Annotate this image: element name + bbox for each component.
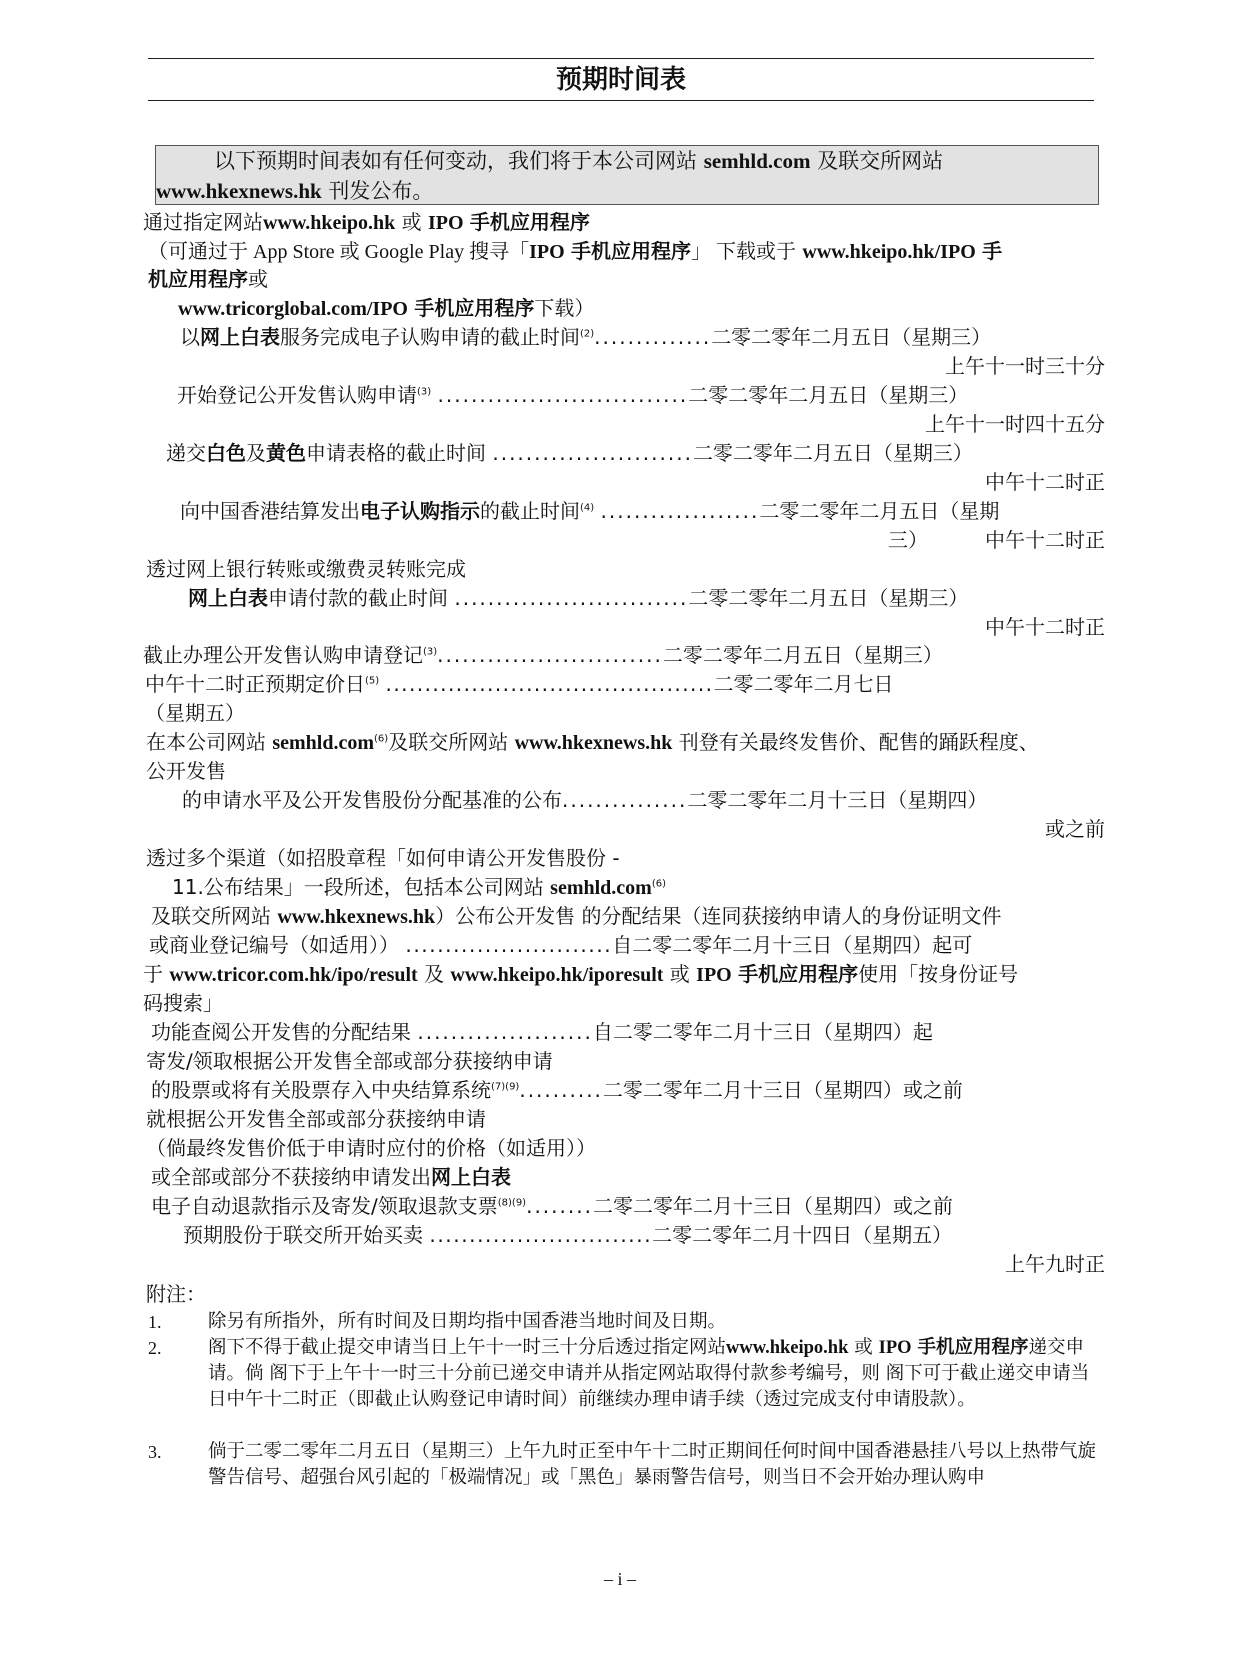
title-underline <box>148 100 1094 101</box>
schedule-line: 三） <box>888 528 928 552</box>
schedule-time: 中午十二时正 <box>985 615 1105 639</box>
schedule-line: （可通过于 App Store 或 Google Play 搜寻「IPO 手机应用程序」 下载或于 www.hkeipo.hk/IPO 手 <box>148 239 1003 263</box>
schedule-line: 向中国香港结算发出电子认购指示的截止时间$^{(4)}$ ...................二零二零年二月五日（星期 <box>180 499 1000 523</box>
schedule-line: 功能查阅公开发售的分配结果 .....................自二零二零年二月十三日（星期四）起 <box>151 1020 933 1044</box>
schedule-line: 码搜索」 <box>143 991 223 1015</box>
schedule-line: 公开发售 <box>146 759 226 783</box>
page-title: 预期时间表 <box>555 65 686 95</box>
schedule-line: 11.公布结果」一段所述，包括本公司网站 semhld.com$^{(6)}$ <box>172 875 667 899</box>
schedule-line: 寄发∕领取根据公开发售全部或部分获接纳申请 <box>146 1049 553 1073</box>
schedule-line: 截止办理公开发售认购申请登记$^{(3)}$...........................二零二零年二月五日（星期三） <box>143 643 943 667</box>
footnote-number: 3. <box>148 1442 162 1462</box>
schedule-line: 或商业登记编号（如适用）） ..........................自二零二零年二月十三日（星期四）起可 <box>149 933 973 957</box>
schedule-line: 预期股份于联交所开始买卖 ............................二零二零年二月十四日（星期五） <box>183 1223 953 1247</box>
schedule-line: 开始登记公开发售认购申请$^{(3)}$ ..............................二零二零年二月五日（星期三） <box>177 383 969 407</box>
schedule-time: 中午十二时正 <box>985 470 1105 494</box>
footnote-text: 倘于二零二零年二月五日（星期三）上午九时正至中午十二时正期间任何时间中国香港悬挂八号以上热带气旋警告信号、超强台风引起的「极端情况」或「黑色」暴雨警告信号，则当日不会开始办理认购申 <box>208 1441 1097 1488</box>
schedule-line: 电子自动退款指示及寄发∕领取退款支票$^{(8)(9)}$........二零二零年二月十三日（星期四）或之前 <box>151 1194 953 1218</box>
schedule-line: 以网上白表服务完成电子认购申请的截止时间$^{(2)}$..............二零二零年二月五日（星期三） <box>180 325 992 349</box>
schedule-line: 的股票或将有关股票存入中央结算系统$^{(7)(9)}$..........二零二零年二月十三日（星期四）或之前 <box>151 1078 963 1102</box>
schedule-line: 就根据公开发售全部或部分获接纳申请 <box>146 1107 486 1131</box>
schedule-line: 中午十二时正预期定价日$^{(5)}$ ..........................................二零二零年二月七日 <box>145 672 894 696</box>
schedule-line: 通过指定网站www.hkeipo.hk 或 IPO 手机应用程序 <box>143 210 590 234</box>
schedule-line: 透过网上银行转账或缴费灵转账完成 <box>146 557 466 581</box>
schedule-line: 在本公司网站 semhld.com$^{(6)}$及联交所网站 www.hkexnews.hk 刊登有关最终发售价、配售的踊跃程度、 <box>146 730 1039 754</box>
schedule-time: 上午九时正 <box>1005 1252 1105 1276</box>
schedule-line: 的申请水平及公开发售股份分配基准的公布...............二零二零年二月十三日（星期四） <box>182 788 988 812</box>
notice-text: 以下预期时间表如有任何变动，我们将于本公司网站 <box>214 149 697 173</box>
notes-heading: 附注： <box>146 1282 206 1306</box>
schedule-time: 中午十二时正 <box>985 528 1105 552</box>
notice-site-semhld: semhld.com <box>703 149 811 173</box>
notice-site-hkexnews: www.hkexnews.hk <box>156 179 322 203</box>
schedule-line: 递交白色及黄色申请表格的截止时间 ........................二零二零年二月五日（星期三） <box>166 441 973 465</box>
schedule-line: 网上白表申请付款的截止时间 ............................二零二零年二月五日（星期三） <box>188 586 969 610</box>
notice-text: 及联交所网站 <box>817 149 944 173</box>
footnote-text: 除另有所指外，所有时间及日期均指中国香港当地时间及日期。 <box>208 1311 727 1332</box>
footnote-number: 2. <box>148 1338 162 1358</box>
schedule-line: www.tricorglobal.com/IPO 手机应用程序下载） <box>178 296 595 320</box>
schedule-line: 透过多个渠道（如招股章程「如何申请公开发售股份 - <box>146 846 620 870</box>
notice-box <box>155 145 1099 205</box>
notice-text: 刊发公布。 <box>328 179 434 203</box>
schedule-line: 于 www.tricor.com.hk/ipo/result 及 www.hkeipo.hk/iporesult 或 IPO 手机应用程序使用「按身份证号 <box>143 962 1019 986</box>
top-rule <box>148 58 1094 59</box>
schedule-line: （星期五） <box>145 701 245 725</box>
footnote-number: 1. <box>148 1312 162 1332</box>
schedule-line: 及联交所网站 www.hkexnews.hk）公布公开发售 的分配结果（连同获接纳申请人的身份证明文件 <box>151 904 1002 928</box>
schedule-line: 或全部或部分不获接纳申请发出网上白表 <box>151 1165 511 1189</box>
schedule-line: （倘最终发售价低于申请时应付的价格（如适用）） <box>146 1136 596 1160</box>
schedule-line: 机应用程序或 <box>148 267 268 291</box>
schedule-time: 上午十一时三十分 <box>945 354 1105 378</box>
schedule-time: 或之前 <box>1045 817 1105 841</box>
page-number: – i – <box>603 1569 636 1589</box>
schedule-time: 上午十一时四十五分 <box>925 412 1105 436</box>
footnote-text: 阁下不得于截止提交申请当日上午十一时三十分后透过指定网站www.hkeipo.hk 或 IPO 手机应用程序递交申请。倘 阁下于上午十一时三十分前已递交申请并从指定网站取得付款参考编号，则 阁下可于截止递交申请当日中午十二时正（即截止认购登记申请时间）前继续办理申请手续（透过完成支付申请股款）。 <box>208 1337 1090 1410</box>
